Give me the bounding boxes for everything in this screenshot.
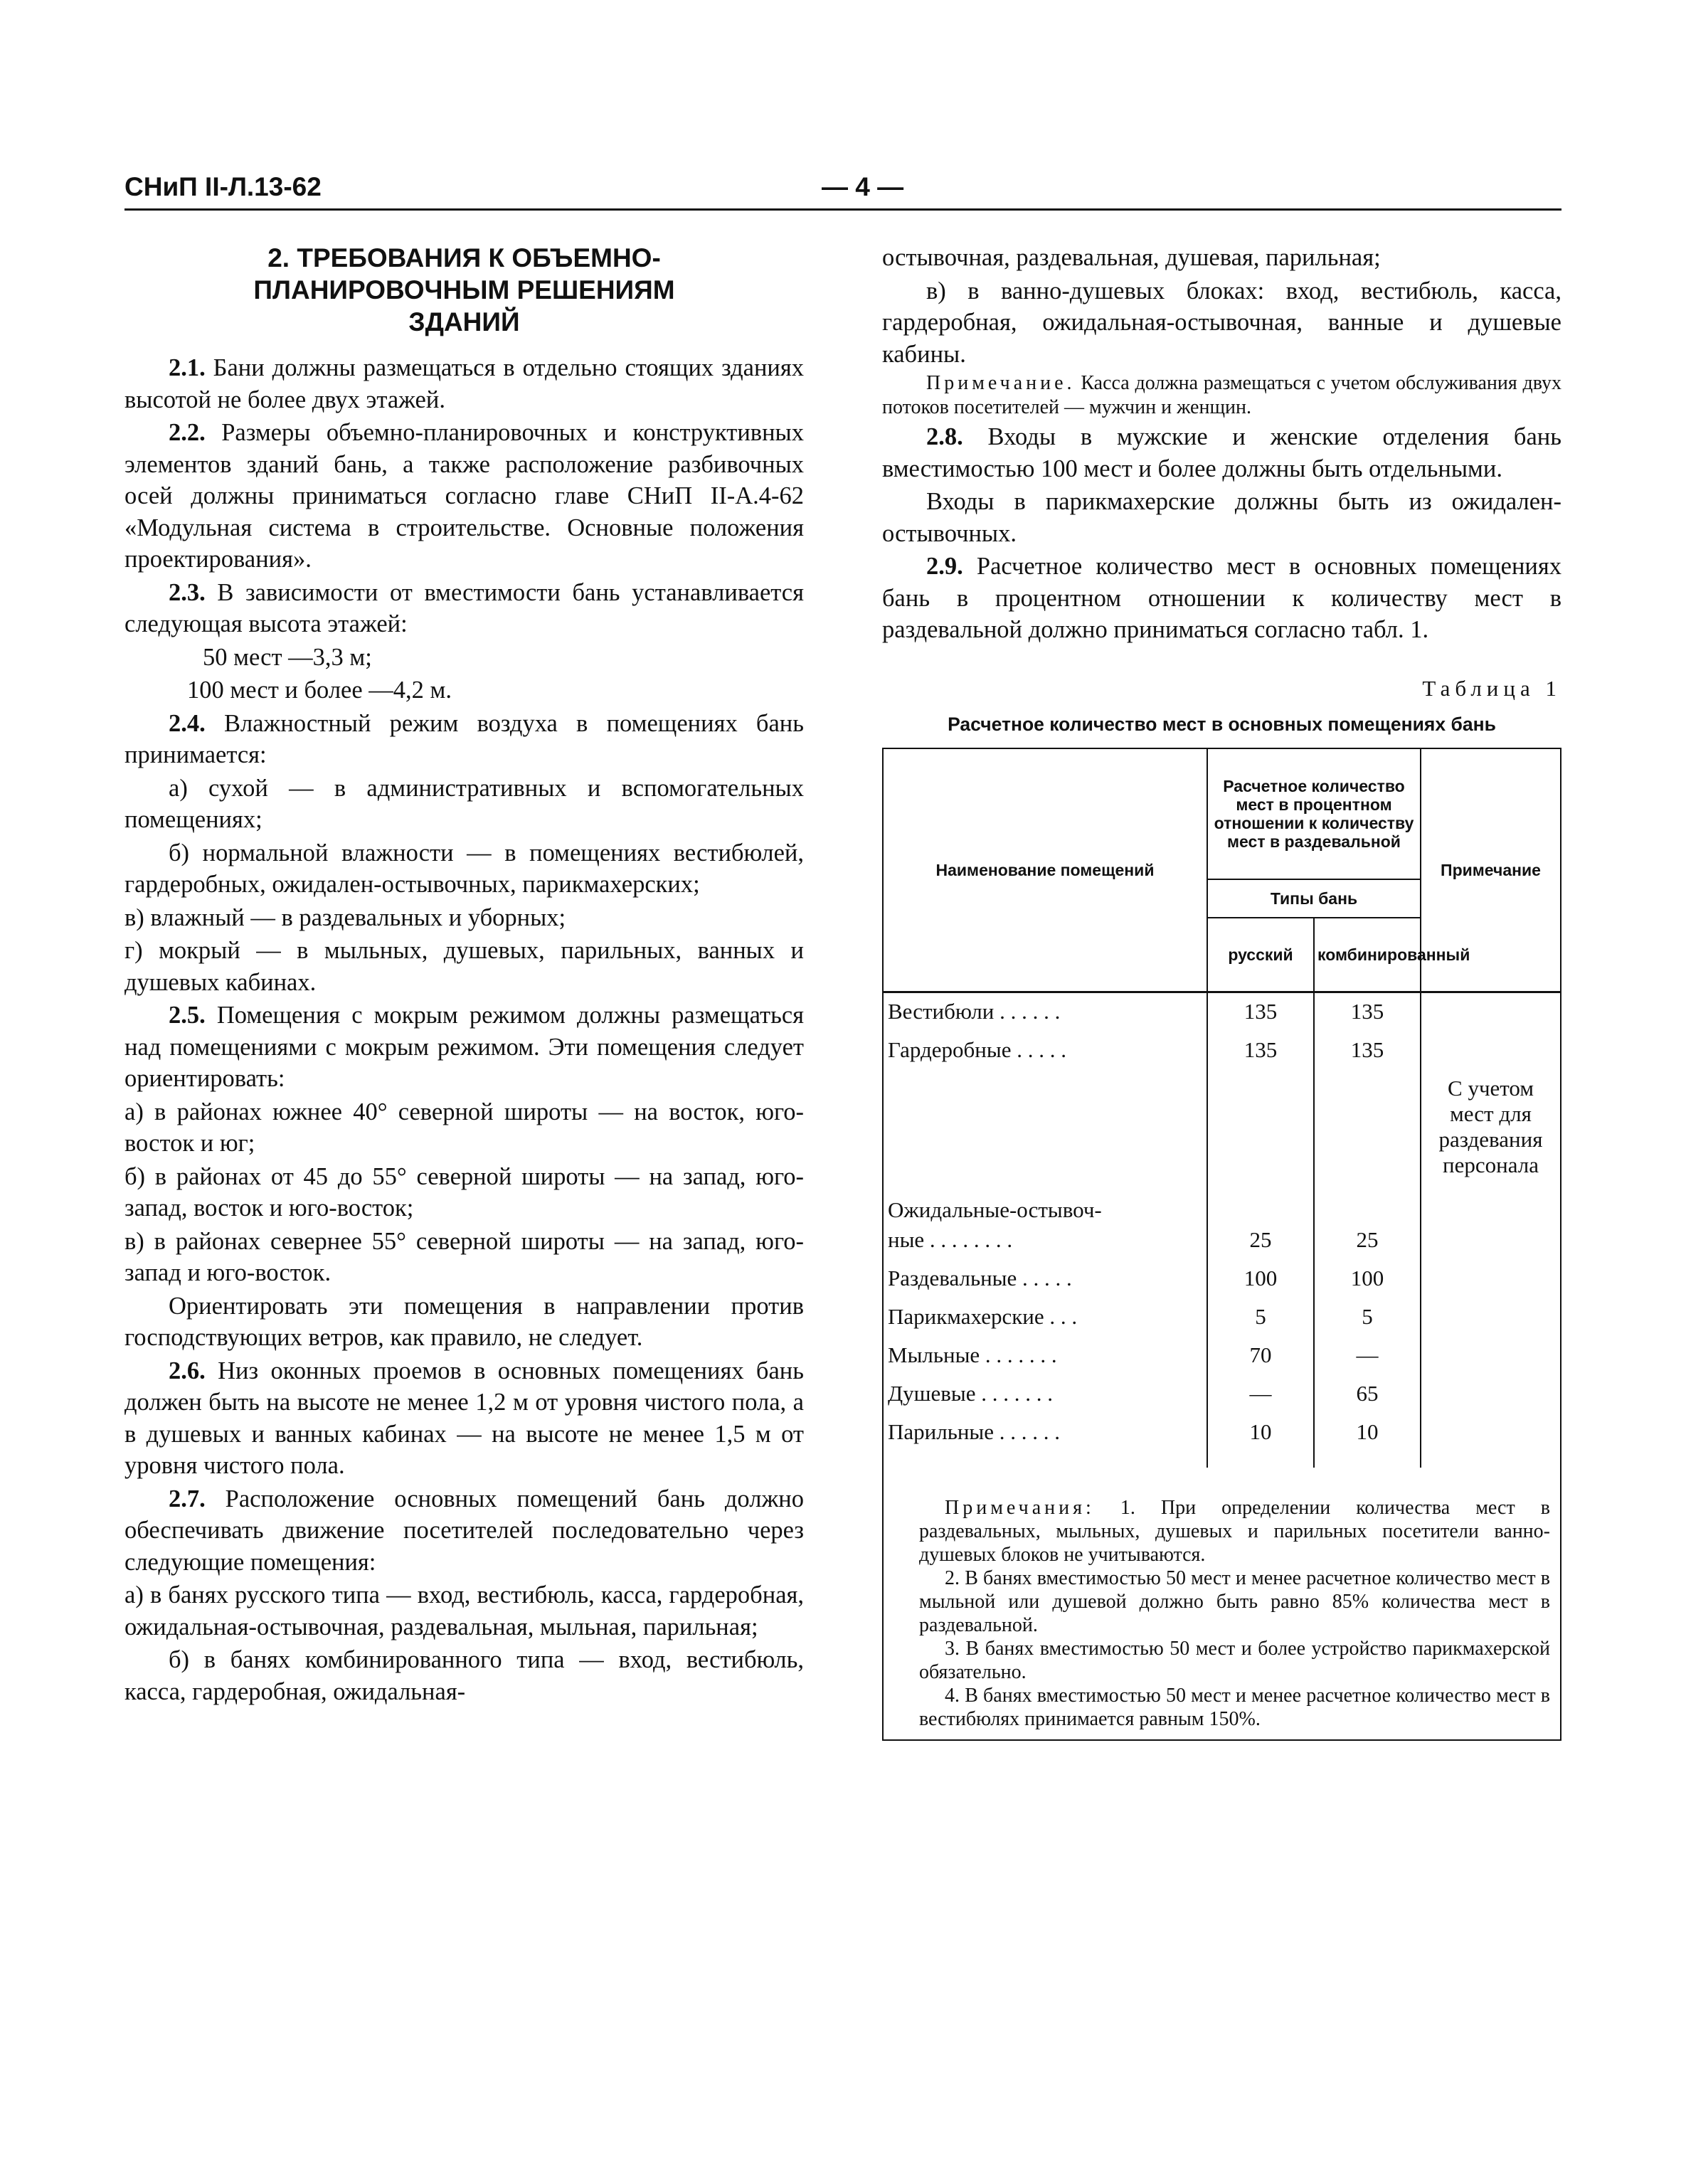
document-code: СНиП II-Л.13-62 [124, 172, 322, 201]
list-item: б) в банях комбинированного типа — вход, вестибюль, касса, гардеробная, ожидальная- [124, 1646, 804, 1705]
table-cell-combined: 135 135 25 100 5 — 65 10 [1314, 992, 1421, 1468]
list-item: а) в районах южнее 40° северной широты — на восток, юго-восток и юг; [124, 1098, 804, 1157]
header-russian: русский [1207, 918, 1314, 992]
clause-2-4: 2.4. Влажностный режим воздуха в помещениях бань принимается: [124, 709, 804, 768]
clause-2-8-b: Входы в парикмахерские должны быть из ожидален-остывочных. [882, 488, 1561, 547]
header-rule [124, 208, 1561, 211]
clause-2-7: 2.7. Расположение основных помещений бань должно обеспечивать движение посетителей последовательно через следующие помещения: [124, 1485, 804, 1576]
continued-text: остывочная, раздевальная, душевая, парильная; [882, 244, 1381, 271]
clause-2-5-end: Ориентировать эти помещения в направлении против господствующих ветров, как правило, не следует. [124, 1292, 804, 1351]
clause-2-6: 2.6. Низ оконных проемов в основных помещениях бань должен быть на высоте не менее 1,2 м от уровня чистого пола, а в душевых и ванных кабинах — на высоте не менее 1,5 м от уровня чистого пола. [124, 1357, 804, 1479]
height-100: 100 мест и более —4,2 м. [187, 677, 452, 704]
table-1 [882, 748, 1561, 1741]
table-cell-remark: С учетом мест для раздевания персонала [1421, 992, 1560, 1468]
list-item: а) в банях русского типа — вход, вестибюль, касса, гардеробная, ожидальная-остывочная, раздевальная, мыльная, парильная; [124, 1581, 804, 1640]
clause-2-1: 2.1. Бани должны размещаться в отдельно стоящих зданиях высотой не более двух этажей. [124, 354, 804, 413]
table-cell-names: Вестибюли . . . . . . Гардеробные . . . . . Ожидальные-остывоч- ные . . . . . . . . Раздевальные . . . . . Парикмахерские . . . Мыльные . . . . . . . Душевые . . . . . . . Парильные . . . . . . [884, 992, 1207, 1468]
clause-2-9: 2.9. Расчетное количество мест в основных помещениях бань в процентном отношении к количеству мест в раздевальной должно приниматься согласно табл. 1. [882, 553, 1561, 643]
left-column [124, 242, 804, 1709]
list-item: в) в районах севернее 55° северной широты — на запад, юго-запад и юго-восток. [124, 1227, 804, 1286]
clause-2-5: 2.5. Помещения с мокрым режимом должны размещаться над помещениями с мокрым режимом. Эти помещения следует ориентировать: [124, 1002, 804, 1092]
table-notes: Примечания: 1. При определении количества мест в раздевальных, мыльных, душевых и парильных посетители ванно-душевых блоков не учитываются. 2. В банях вместимостью 50 мест и менее расчетное количество мест в мыльной или душевой должно быть равно 85% количества мест в раздевальной. 3. В банях вместимостью 50 мест и более устройство парикмахерской обязательно. 4. В банях вместимостью 50 мест и менее расчетное количество мест в вестибюлях принимается равным 150%. [919, 1496, 1550, 1730]
header-group: Расчетное количество мест в процентном отношении к количеству мест в раздевальной [1207, 749, 1421, 879]
table-title: Расчетное количество мест в основных помещениях бань [948, 714, 1496, 735]
header-combined: комбинированный [1314, 918, 1421, 992]
clause-2-3: 2.3. В зависимости от вместимости бань устанавливается следующая высота этажей: [124, 578, 804, 637]
table-cell-russian: 135 135 25 100 5 70 — 10 [1207, 992, 1314, 1468]
list-item: в) в ванно-душевых блоках: вход, вестибюль, касса, гардеробная, ожидальная-остывочная, ванные и душевые кабины. [882, 277, 1561, 368]
list-item: б) нормальной влажности — в помещениях вестибюлей, гардеробных, ожидален-остывочных, парикмахерских; [124, 839, 804, 898]
clause-2-2: 2.2. Размеры объемно-планировочных и конструктивных элементов зданий бань, а также расположение разбивочных осей должны приниматься согласно главе СНиП II-А.4-62 «Модульная система в строительстве. Основные положения проектирования». [124, 419, 804, 573]
header-note: Примечание [1421, 749, 1560, 992]
height-50: 50 мест —3,3 м; [203, 643, 372, 671]
note: Примечание. Касса должна размещаться с учетом обслуживания двух потоков посетителей — мужчин и женщин. [882, 372, 1561, 418]
clause-2-8: 2.8. Входы в мужские и женские отделения бань вместимостью 100 мест и более должны быть отдельными. [882, 423, 1561, 482]
list-item: в) влажный — в раздевальных и уборных; [124, 903, 566, 931]
list-item: г) мокрый — в мыльных, душевых, парильных, ванных и душевых кабинах. [124, 937, 804, 996]
page-number: — 4 — [822, 172, 904, 201]
table-label: Таблица 1 [1422, 675, 1561, 701]
header-types: Типы бань [1207, 879, 1421, 918]
section-title: 2. ТРЕБОВАНИЯ К ОБЪЕМНО- ПЛАНИРОВОЧНЫМ РЕШЕНИЯМ ЗДАНИЙ [253, 243, 675, 336]
list-item: а) сухой — в административных и вспомогательных помещениях; [124, 774, 804, 833]
data-table [884, 749, 1560, 1468]
header-name: Наименование помещений [884, 749, 1207, 992]
right-column [882, 242, 1561, 1741]
list-item: б) в районах от 45 до 55° северной широты — на запад, юго-запад, восток и юго-восток; [124, 1162, 804, 1221]
